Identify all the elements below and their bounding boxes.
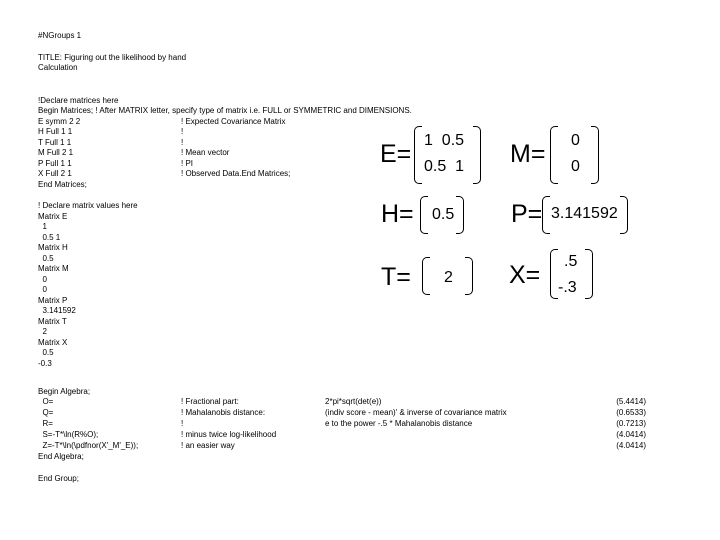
matrix-e-row1: 1 0.5 xyxy=(424,132,465,149)
matrix-e-label: E= xyxy=(380,140,412,168)
algebra-value-q: (0.6533) xyxy=(616,408,646,417)
values-line: 1 xyxy=(38,222,47,231)
matrix-p-value: 3.141592 xyxy=(551,205,618,222)
algebra-note-q: (indiv score - mean)' & inverse of covariance matrix xyxy=(325,408,507,417)
matrix-x-right-bracket xyxy=(585,249,593,299)
matrix-m-right-bracket xyxy=(591,126,599,184)
matrix-decl-e: E symm 2 2 xyxy=(38,117,81,126)
begin-algebra-line: Begin Algebra; xyxy=(38,387,91,396)
values-line: Matrix P xyxy=(38,295,68,305)
end-group-line: End Group; xyxy=(38,474,79,483)
matrix-t-value: 2 xyxy=(444,269,453,286)
algebra-value-s: (4.0414) xyxy=(616,430,646,439)
matrix-decl-t: T Full 1 1 xyxy=(38,138,72,147)
values-line: ! Declare matrix values here xyxy=(38,201,138,210)
matrix-h-label: H= xyxy=(381,200,414,228)
values-line: 0.5 1 xyxy=(38,232,61,242)
values-line: Matrix H xyxy=(38,243,68,252)
matrix-m-row1: 0 xyxy=(571,132,580,149)
matrix-decl-m-comment: ! Mean vector xyxy=(181,148,230,157)
end-matrices-line: End Matrices; xyxy=(38,180,87,189)
ngroups-line: #NGroups 1 xyxy=(38,31,82,40)
matrix-x-label: X= xyxy=(509,261,541,289)
end-algebra-line: End Algebra; xyxy=(38,452,84,461)
values-line: Matrix M xyxy=(38,264,69,273)
matrix-m-label: M= xyxy=(510,140,546,168)
algebra-expr-s: S=-T*\ln(R%O); xyxy=(38,430,99,439)
matrix-h-value: 0.5 xyxy=(432,206,455,223)
matrix-decl-x-comment: ! Observed Data.End Matrices; xyxy=(181,169,291,178)
matrix-e-right-bracket xyxy=(473,126,481,184)
algebra-note-r: e to the power -.5 * Mahalanobis distance xyxy=(325,419,473,428)
algebra-comment-z: ! an easier way xyxy=(181,441,235,450)
matrix-decl-p: P Full 1 1 xyxy=(38,159,72,168)
algebra-value-z: (4.0414) xyxy=(616,441,646,450)
matrix-x-row1: .5 xyxy=(564,253,578,270)
matrix-t-left-bracket xyxy=(422,257,430,295)
title-continuation: Calculation xyxy=(38,63,78,72)
values-line: 0 xyxy=(38,285,47,294)
matrix-x-row2: -.3 xyxy=(558,279,577,296)
matrix-p-left-bracket xyxy=(542,196,550,234)
matrix-t-right-bracket xyxy=(465,257,473,295)
algebra-comment-s: ! minus twice log-likelihood xyxy=(181,430,277,439)
algebra-comment-q: ! Mahalanobis distance: xyxy=(181,408,266,417)
matrix-x-left-bracket xyxy=(550,249,558,299)
values-line: 0.5 xyxy=(38,253,54,263)
matrix-decl-h: H Full 1 1 xyxy=(38,127,73,136)
values-line: 0 xyxy=(38,274,47,284)
algebra-expr-q: Q= xyxy=(38,408,54,417)
matrix-h-right-bracket xyxy=(456,196,464,234)
algebra-comment-r: ! xyxy=(181,419,184,428)
matrix-decl-h-comment: ! xyxy=(181,127,184,136)
values-line: Matrix E xyxy=(38,211,68,221)
matrix-m-left-bracket xyxy=(550,126,558,184)
matrix-e-row2: 0.5 1 xyxy=(424,158,465,175)
begin-matrices-line: Begin Matrices; ! After MATRIX letter, specify type of matrix i.e. FULL or SYMMETRIC and DIMENSIONS. xyxy=(38,106,412,115)
matrix-p-label: P= xyxy=(511,200,543,228)
values-line: -0.3 xyxy=(38,358,52,368)
matrix-m-row2: 0 xyxy=(571,158,580,175)
algebra-expr-o: O= xyxy=(38,397,54,406)
values-line: Matrix X xyxy=(38,337,68,347)
title-line: TITLE: Figuring out the likelihood by hand xyxy=(38,53,187,62)
algebra-expr-r: R= xyxy=(38,419,53,428)
algebra-comment-o: ! Fractional part: xyxy=(181,397,239,406)
values-line: Matrix T xyxy=(38,316,67,326)
algebra-value-r: (0.7213) xyxy=(616,419,646,428)
values-line: 2 xyxy=(38,327,47,336)
matrix-decl-x: X Full 2 1 xyxy=(38,169,72,178)
algebra-note-o: 2*pi*sqrt(det(e)) xyxy=(325,397,382,406)
matrix-e-left-bracket xyxy=(414,126,422,184)
matrix-decl-e-comment: ! Expected Covariance Matrix xyxy=(181,117,286,126)
matrix-p-right-bracket xyxy=(620,196,628,234)
algebra-value-o: (5.4414) xyxy=(616,397,646,406)
algebra-expr-z: Z=-T*\ln(\pdfnor(X'_M'_E)); xyxy=(38,441,139,450)
declare-heading: !Declare matrices here xyxy=(38,96,119,105)
matrix-decl-p-comment: ! PI xyxy=(181,159,194,168)
values-line: 0.5 xyxy=(38,348,54,357)
values-line: 3.141592 xyxy=(38,306,76,315)
matrix-h-left-bracket xyxy=(420,196,428,234)
matrix-decl-m: M Full 2 1 xyxy=(38,148,74,157)
matrix-t-label: T= xyxy=(381,263,411,291)
matrix-decl-t-comment: ! xyxy=(181,138,184,147)
